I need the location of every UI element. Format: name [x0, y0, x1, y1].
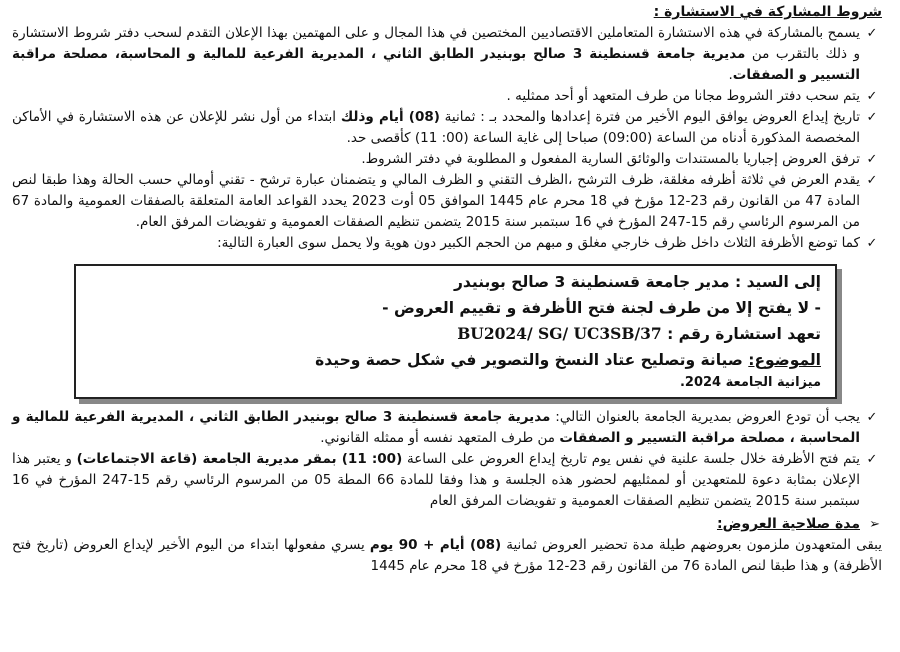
submission-list [12, 407, 882, 512]
list-item [12, 86, 882, 107]
item-text: يسري مفعولها ابتداء من اليوم الأخير لإيداع العروض (تاريخ فتح الأظرفة) و هذا طبقا لنص المادة 76 من القانون رقم 23-12 مؤرخ في 18 محرم عام 1445 [12, 537, 882, 574]
consultation-ref-number: BU2024/ SG/ UC3SB/37 [457, 324, 662, 343]
item-text-bold: مديرية جامعة قسنطينة 3 صالح بوبنيدر الطابق الثاني ، المديرية الفرعية للمالية و المحاسبة، مصلحة مراقبة التسيير و الصفقات [12, 46, 860, 83]
consultation-ref-label: تعهد استشارة رقم : [667, 325, 821, 343]
check-icon: ✓ [866, 173, 878, 188]
subject-text: صيانة وتصليح عتاد النسخ والتصوير في شكل حصة وحيدة [315, 351, 749, 369]
check-icon: ✓ [866, 110, 878, 125]
list-item [12, 449, 882, 512]
check-icon: ✓ [866, 26, 878, 41]
item-text: من طرف المتعهد نفسه أو ممثله القانوني. [320, 430, 560, 446]
list-item [12, 407, 882, 449]
subject-label: الموضوع: [748, 351, 821, 369]
arrow-icon: ➢ [869, 517, 880, 532]
item-text: ترفق العروض إجباريا بالمستندات والوثائق السارية المفعول و المطلوبة في دفتر الشروط. [361, 151, 860, 167]
check-icon: ✓ [866, 89, 878, 104]
check-icon: ✓ [866, 410, 878, 425]
participation-conditions-list [12, 23, 882, 254]
item-text: تاريخ إيداع العروض يوافق اليوم الأخير من فترة إعدادها والمحدد بـ : ثمانية [439, 109, 860, 125]
list-item [12, 107, 882, 149]
item-text: ابتداء من أول نشر للإعلان عن هذه الاستشارة في الأماكن المخصصة المذكورة أدناه من الساعة (09:00) صباحا إلى غاية الساعة (00: 11) كأقصى حد. [12, 109, 860, 146]
offer-validity-title: مدة صلاحية العروض: [716, 516, 860, 532]
item-text: يسمح بالمشاركة في هذه الاستشارة المتعاملين الاقتصاديين المختصين في هذا المجال و على المهتمين بهذا الإعلان التقدم لسحب دفتر شروط الاستشارة و ذلك بالتقرب من [12, 25, 860, 62]
item-text: و يعتبر هذا الإعلان بمثابة دعوة للمتعهدين أو لممثليهم لحضور هذه الجلسة و هذا وفقا للمادة 66 المطة 05 من المرسوم الرئاسي رقم 15-247 المؤرخ في 16 سبتمبر سنة 2015 يتضمن تنظيم الصفقات العمومية و تفويضات المرفق العام [12, 451, 860, 509]
item-text-bold: (08) أيام + 90 يوم [369, 537, 502, 553]
check-icon: ✓ [866, 152, 878, 167]
list-item [12, 233, 882, 254]
envelope-label-box [74, 264, 837, 399]
item-text: كما توضع الأظرفة الثلاث داخل ظرف خارجي مغلق و مبهم من الحجم الكبير دون هوية ولا يحمل سوى العبارة التالية: [217, 235, 860, 251]
envelope-consultation-ref [90, 321, 821, 347]
list-item [12, 170, 882, 233]
item-text: يجب أن تودع العروض بمديرية الجامعة بالعنوان التالي: [550, 409, 860, 425]
item-text-bold: (00: 11) بمقر مديرية الجامعة (قاعة الاجتماعات) [76, 451, 403, 467]
envelope-addressee: إلى السيد : مدير جامعة قسنطينة 3 صالح بوبنيدر [453, 273, 821, 291]
item-text-bold: مديرية جامعة قسنطينة 3 صالح بوبنيدر الطابق الثاني ، المديرية الفرعية للمالية و المحاسبة ، مصلحة مراقبة التسيير و الصفقات [12, 409, 860, 446]
list-item [12, 23, 882, 86]
item-text: يبقى المتعهدون ملزمون بعروضهم طيلة مدة تحضير العروض ثمانية [501, 537, 882, 553]
item-text-bold: (08) أيام وذلك [340, 109, 440, 125]
envelope-do-not-open: - لا يفتح إلا من طرف لجنة فتح الأظرفة و تقييم العروض - [382, 299, 821, 317]
check-icon: ✓ [866, 236, 878, 251]
item-text: يتم فتح الأظرفة خلال جلسة علنية في نفس يوم تاريخ إيداع العروض على الساعة [402, 451, 861, 467]
item-text: يقدم العرض في ثلاثة أظرفه مغلقة، ظرف الترشح ،الظرف التقني و الظرف المالي و يتضمنان عبارة ترشح - تقني أومالي حسب الحالة وهذا طبقا لنص المادة 47 من القانون رقم 23-12 مؤرخ في 18 محرم عام 1445 الموافق 05 أوت 2023 يحدد القواعد العامة المتعلقة بالصفقات العمومية والمادة 67 من المرسوم الرئاسي رقم 15-247 المؤرخ في 16 سبتمبر سنة 2015 يتضمن تنظيم الصفقات العمومية و تفويضات المرفق العام. [12, 172, 860, 230]
offer-validity-heading [12, 514, 882, 535]
envelope-budget: ميزانية الجامعة 2024. [679, 375, 821, 390]
participation-conditions-heading: شروط المشاركة في الاستشارة : [653, 4, 882, 20]
envelope-subject [90, 347, 821, 373]
check-icon: ✓ [866, 452, 878, 467]
item-text: . [728, 67, 733, 83]
list-item [12, 149, 882, 170]
document-page [0, 2, 900, 652]
item-text: يتم سحب دفتر الشروط مجانا من طرف المتعهد أو أحد ممثليه . [506, 88, 860, 104]
offer-validity-text [12, 535, 882, 577]
